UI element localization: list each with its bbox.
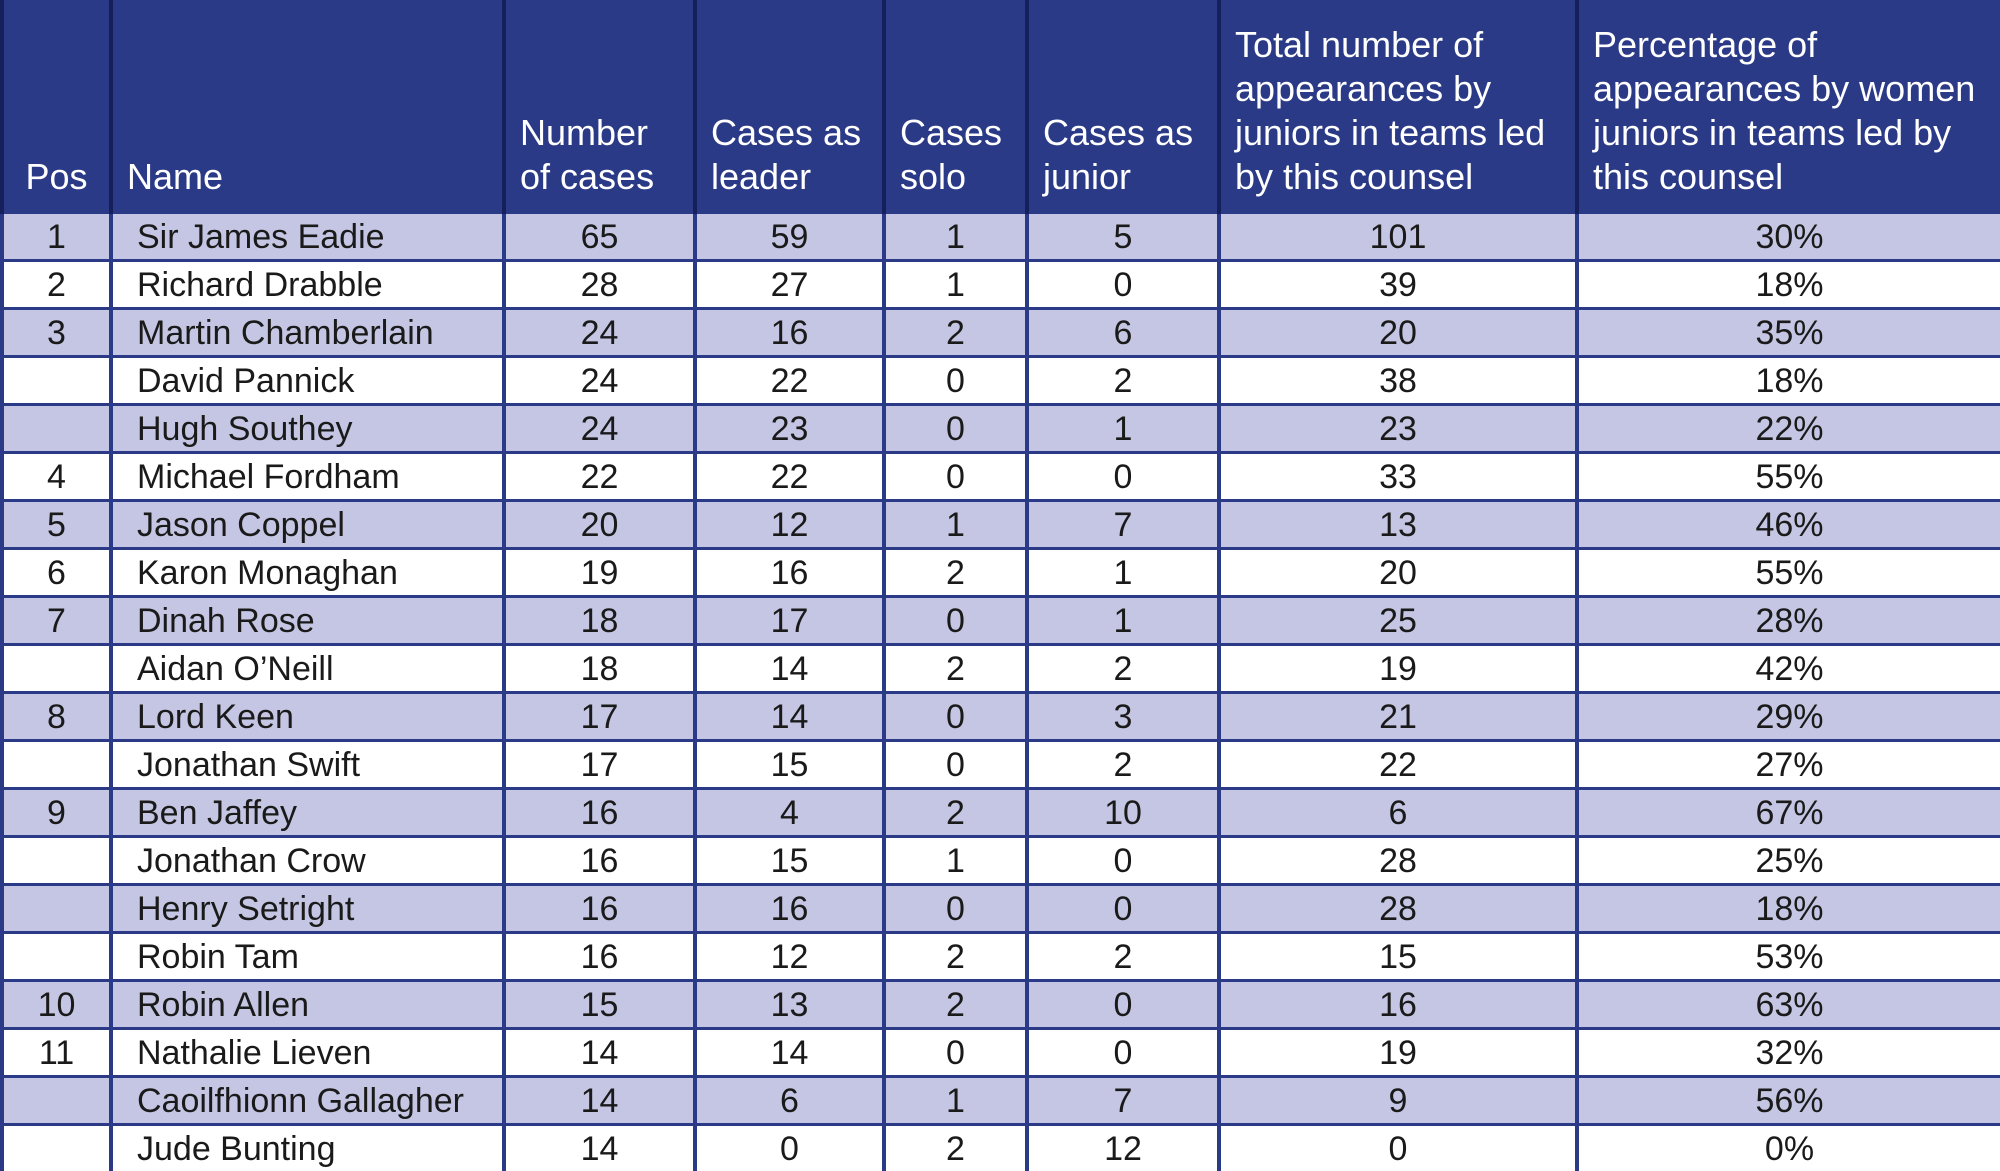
cell-cases-as-junior: 2	[1027, 645, 1219, 693]
cell-percentage-women-juniors: 29%	[1577, 693, 2000, 741]
cell-cases-as-leader: 6	[695, 1077, 884, 1125]
cell-cases-solo: 1	[884, 501, 1027, 549]
cell-total-junior-appearances: 6	[1219, 789, 1577, 837]
cell-cases-as-leader: 16	[695, 309, 884, 357]
cell-cases-solo: 1	[884, 837, 1027, 885]
cell-percentage-women-juniors: 67%	[1577, 789, 2000, 837]
cell-pos	[2, 357, 111, 405]
cell-cases-as-junior: 7	[1027, 501, 1219, 549]
cell-pos	[2, 933, 111, 981]
cell-cases-solo: 1	[884, 261, 1027, 309]
cell-cases-solo: 1	[884, 1077, 1027, 1125]
cell-pos: 1	[2, 213, 111, 261]
cell-pos: 2	[2, 261, 111, 309]
cell-pos: 5	[2, 501, 111, 549]
cell-total-junior-appearances: 23	[1219, 405, 1577, 453]
cell-total-junior-appearances: 33	[1219, 453, 1577, 501]
cell-total-junior-appearances: 19	[1219, 645, 1577, 693]
header-name: Name	[111, 2, 504, 213]
cell-cases-solo: 0	[884, 741, 1027, 789]
cell-total-junior-appearances: 0	[1219, 1125, 1577, 1171]
cell-cases-solo: 2	[884, 981, 1027, 1029]
cell-pos: 8	[2, 693, 111, 741]
cell-cases-as-junior: 12	[1027, 1125, 1219, 1171]
cell-cases-solo: 2	[884, 789, 1027, 837]
header-cases-as-leader: Cases as leader	[695, 2, 884, 213]
header-cases-as-junior: Cases as junior	[1027, 2, 1219, 213]
cell-number-of-cases: 16	[504, 933, 695, 981]
cell-cases-solo: 2	[884, 933, 1027, 981]
cell-cases-as-junior: 6	[1027, 309, 1219, 357]
cell-cases-as-junior: 0	[1027, 885, 1219, 933]
cell-cases-as-leader: 4	[695, 789, 884, 837]
cell-name: Richard Drabble	[111, 261, 504, 309]
cell-cases-solo: 0	[884, 405, 1027, 453]
table-row	[2, 309, 2000, 357]
cell-name: Ben Jaffey	[111, 789, 504, 837]
cell-percentage-women-juniors: 18%	[1577, 261, 2000, 309]
cell-cases-as-leader: 22	[695, 357, 884, 405]
cell-pos	[2, 885, 111, 933]
cell-total-junior-appearances: 28	[1219, 837, 1577, 885]
cell-percentage-women-juniors: 22%	[1577, 405, 2000, 453]
cell-number-of-cases: 22	[504, 453, 695, 501]
cell-cases-solo: 0	[884, 453, 1027, 501]
cell-total-junior-appearances: 9	[1219, 1077, 1577, 1125]
table-row	[2, 501, 2000, 549]
cell-number-of-cases: 14	[504, 1125, 695, 1171]
cell-cases-solo: 0	[884, 357, 1027, 405]
header-row	[2, 2, 2000, 213]
table-row	[2, 1077, 2000, 1125]
cell-total-junior-appearances: 38	[1219, 357, 1577, 405]
table-row	[2, 933, 2000, 981]
cell-cases-as-leader: 16	[695, 549, 884, 597]
table-row	[2, 741, 2000, 789]
cell-pos: 4	[2, 453, 111, 501]
cell-cases-as-leader: 14	[695, 645, 884, 693]
cell-percentage-women-juniors: 25%	[1577, 837, 2000, 885]
header-pos: Pos	[2, 2, 111, 213]
header-number-of-cases: Number of cases	[504, 2, 695, 213]
cell-number-of-cases: 16	[504, 789, 695, 837]
cell-percentage-women-juniors: 27%	[1577, 741, 2000, 789]
table-row	[2, 405, 2000, 453]
table-row	[2, 837, 2000, 885]
cell-name: Jonathan Swift	[111, 741, 504, 789]
table-row	[2, 357, 2000, 405]
cell-pos	[2, 1125, 111, 1171]
cell-cases-as-leader: 12	[695, 933, 884, 981]
cell-cases-as-leader: 22	[695, 453, 884, 501]
cell-name: Karon Monaghan	[111, 549, 504, 597]
cell-cases-as-junior: 2	[1027, 933, 1219, 981]
header-percentage-women-juniors: Percentage of appearances by women juniors in teams led by this counsel	[1577, 2, 2000, 213]
cell-cases-as-leader: 16	[695, 885, 884, 933]
cell-number-of-cases: 20	[504, 501, 695, 549]
cell-percentage-women-juniors: 30%	[1577, 213, 2000, 261]
table-row	[2, 693, 2000, 741]
cell-name: Hugh Southey	[111, 405, 504, 453]
cell-number-of-cases: 17	[504, 741, 695, 789]
cell-number-of-cases: 65	[504, 213, 695, 261]
cell-name: Jonathan Crow	[111, 837, 504, 885]
cell-cases-as-leader: 12	[695, 501, 884, 549]
cell-pos: 10	[2, 981, 111, 1029]
cell-pos: 6	[2, 549, 111, 597]
cell-number-of-cases: 16	[504, 837, 695, 885]
cell-percentage-women-juniors: 35%	[1577, 309, 2000, 357]
table-row	[2, 981, 2000, 1029]
cell-cases-as-junior: 5	[1027, 213, 1219, 261]
cell-total-junior-appearances: 19	[1219, 1029, 1577, 1077]
cell-pos	[2, 1077, 111, 1125]
cell-cases-as-leader: 15	[695, 741, 884, 789]
table-row	[2, 597, 2000, 645]
cell-cases-as-junior: 2	[1027, 357, 1219, 405]
cell-total-junior-appearances: 16	[1219, 981, 1577, 1029]
cell-name: David Pannick	[111, 357, 504, 405]
cell-number-of-cases: 24	[504, 309, 695, 357]
cell-cases-as-junior: 0	[1027, 261, 1219, 309]
cell-percentage-women-juniors: 53%	[1577, 933, 2000, 981]
table-row	[2, 1125, 2000, 1171]
cell-cases-solo: 1	[884, 213, 1027, 261]
cell-number-of-cases: 16	[504, 885, 695, 933]
table-row	[2, 1029, 2000, 1077]
cell-cases-solo: 0	[884, 693, 1027, 741]
cell-total-junior-appearances: 20	[1219, 549, 1577, 597]
cell-cases-as-junior: 10	[1027, 789, 1219, 837]
cell-pos: 7	[2, 597, 111, 645]
cell-pos: 11	[2, 1029, 111, 1077]
cell-percentage-women-juniors: 18%	[1577, 885, 2000, 933]
cell-percentage-women-juniors: 0%	[1577, 1125, 2000, 1171]
cell-number-of-cases: 24	[504, 405, 695, 453]
cell-cases-as-leader: 27	[695, 261, 884, 309]
table-row	[2, 549, 2000, 597]
cell-cases-as-junior: 3	[1027, 693, 1219, 741]
cell-cases-solo: 0	[884, 1029, 1027, 1077]
table-row	[2, 261, 2000, 309]
cell-total-junior-appearances: 21	[1219, 693, 1577, 741]
cell-number-of-cases: 14	[504, 1077, 695, 1125]
cell-name: Nathalie Lieven	[111, 1029, 504, 1077]
cell-cases-solo: 0	[884, 885, 1027, 933]
cell-percentage-women-juniors: 28%	[1577, 597, 2000, 645]
cell-cases-as-leader: 14	[695, 1029, 884, 1077]
cell-cases-solo: 2	[884, 309, 1027, 357]
cell-cases-solo: 2	[884, 1125, 1027, 1171]
cell-percentage-women-juniors: 46%	[1577, 501, 2000, 549]
cell-total-junior-appearances: 22	[1219, 741, 1577, 789]
cell-number-of-cases: 19	[504, 549, 695, 597]
cell-name: Michael Fordham	[111, 453, 504, 501]
table-row	[2, 453, 2000, 501]
cell-number-of-cases: 14	[504, 1029, 695, 1077]
cell-percentage-women-juniors: 55%	[1577, 549, 2000, 597]
cell-name: Henry Setright	[111, 885, 504, 933]
cell-pos	[2, 645, 111, 693]
cell-percentage-women-juniors: 18%	[1577, 357, 2000, 405]
cell-total-junior-appearances: 39	[1219, 261, 1577, 309]
cell-cases-as-leader: 14	[695, 693, 884, 741]
cell-pos	[2, 405, 111, 453]
cell-total-junior-appearances: 28	[1219, 885, 1577, 933]
cell-number-of-cases: 15	[504, 981, 695, 1029]
table-row	[2, 645, 2000, 693]
cell-cases-as-leader: 13	[695, 981, 884, 1029]
cell-pos	[2, 837, 111, 885]
cell-pos: 3	[2, 309, 111, 357]
cell-cases-as-leader: 15	[695, 837, 884, 885]
cell-cases-as-junior: 1	[1027, 549, 1219, 597]
cell-cases-as-junior: 0	[1027, 837, 1219, 885]
cell-name: Sir James Eadie	[111, 213, 504, 261]
table-row	[2, 789, 2000, 837]
cell-name: Robin Tam	[111, 933, 504, 981]
cell-cases-as-junior: 1	[1027, 597, 1219, 645]
cell-name: Lord Keen	[111, 693, 504, 741]
cell-cases-as-junior: 0	[1027, 453, 1219, 501]
cell-cases-as-junior: 2	[1027, 741, 1219, 789]
cell-percentage-women-juniors: 56%	[1577, 1077, 2000, 1125]
cell-name: Dinah Rose	[111, 597, 504, 645]
cell-cases-as-junior: 7	[1027, 1077, 1219, 1125]
cell-total-junior-appearances: 15	[1219, 933, 1577, 981]
cell-number-of-cases: 17	[504, 693, 695, 741]
table-row	[2, 213, 2000, 261]
table-row	[2, 885, 2000, 933]
cell-total-junior-appearances: 25	[1219, 597, 1577, 645]
cell-name: Caoilfhionn Gallagher	[111, 1077, 504, 1125]
cell-percentage-women-juniors: 32%	[1577, 1029, 2000, 1077]
cell-percentage-women-juniors: 42%	[1577, 645, 2000, 693]
cell-cases-as-leader: 0	[695, 1125, 884, 1171]
cell-cases-as-junior: 0	[1027, 1029, 1219, 1077]
cell-pos	[2, 741, 111, 789]
cell-name: Jason Coppel	[111, 501, 504, 549]
cell-cases-solo: 2	[884, 549, 1027, 597]
cell-name: Jude Bunting	[111, 1125, 504, 1171]
cell-pos: 9	[2, 789, 111, 837]
cell-number-of-cases: 24	[504, 357, 695, 405]
cell-name: Robin Allen	[111, 981, 504, 1029]
cell-total-junior-appearances: 20	[1219, 309, 1577, 357]
cell-number-of-cases: 18	[504, 597, 695, 645]
cell-cases-as-leader: 17	[695, 597, 884, 645]
cell-name: Aidan O’Neill	[111, 645, 504, 693]
table-body	[2, 213, 2000, 1171]
cell-cases-as-leader: 23	[695, 405, 884, 453]
cell-name: Martin Chamberlain	[111, 309, 504, 357]
cell-cases-solo: 0	[884, 597, 1027, 645]
cell-cases-as-leader: 59	[695, 213, 884, 261]
cell-total-junior-appearances: 101	[1219, 213, 1577, 261]
cell-cases-solo: 2	[884, 645, 1027, 693]
cell-number-of-cases: 18	[504, 645, 695, 693]
cell-cases-as-junior: 0	[1027, 981, 1219, 1029]
header-cases-solo: Cases solo	[884, 2, 1027, 213]
cell-percentage-women-juniors: 63%	[1577, 981, 2000, 1029]
cell-percentage-women-juniors: 55%	[1577, 453, 2000, 501]
cell-cases-as-junior: 1	[1027, 405, 1219, 453]
cell-total-junior-appearances: 13	[1219, 501, 1577, 549]
cell-number-of-cases: 28	[504, 261, 695, 309]
header-total-junior-appearances: Total number of appearances by juniors in teams led by this counsel	[1219, 2, 1577, 213]
table-header	[2, 2, 2000, 213]
